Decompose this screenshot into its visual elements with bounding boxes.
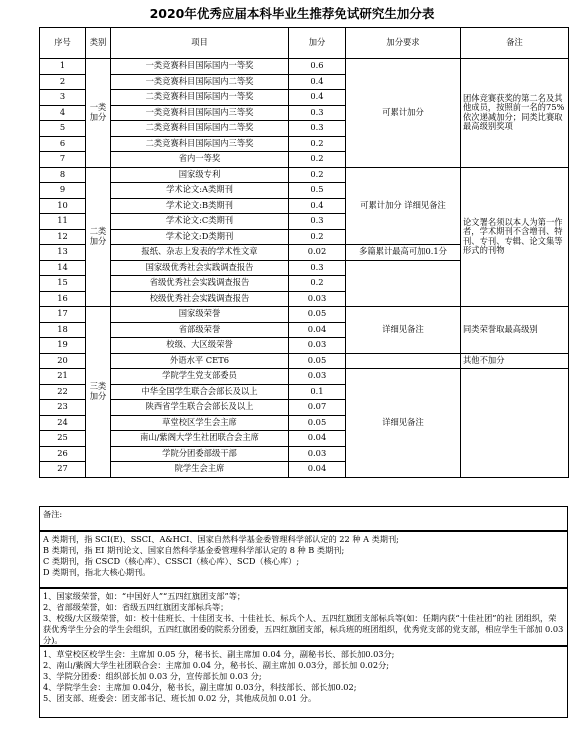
remark-3: 同类荣誉取最高级别 <box>461 307 569 354</box>
note-honor-line: 1、国家级荣誉，如：“中国好人”“五四红旗团支部”等； <box>43 591 246 601</box>
row-no: 22 <box>40 384 86 400</box>
remark-2: 论文署名须以本人为第一作者，学术期刊不含增刊、特刊、专刊、专辑、论文集等形式的刊物 <box>461 167 569 307</box>
row-item: 院学生会主席 <box>111 462 289 478</box>
row-item: 学术论文:D类期刊 <box>111 229 289 245</box>
notes-label: 备注: <box>43 509 63 519</box>
row-score: 0.4 <box>289 74 346 90</box>
row-no: 1 <box>40 59 86 75</box>
note-honor-line: 2、省部级荣誉，如：省级五四红旗团支部标兵等； <box>43 602 229 613</box>
notes-label-box <box>39 506 568 531</box>
note-journal-line: A 类期刊，指 SCI(E)、SSCI、A&HCI、国家自然科学基金委管理科学部认定的 22 种 A 类期刊; <box>43 534 399 544</box>
row-no: 19 <box>40 338 86 354</box>
table-row <box>40 167 569 183</box>
header-remark: 备注 <box>461 28 569 59</box>
row-no: 17 <box>40 307 86 323</box>
note-post-line: 1、草堂校区校学生会：主席加 0.05 分，秘书长、副主席加 0.04 分，副秘书长、部长加0.03分; <box>43 649 395 659</box>
note-post-line: 4、学院学生会：主席加 0.04分，秘书长，副主席加 0.03分，科技部长、部长加0.02; <box>43 682 357 693</box>
row-item: 国家级荣誉 <box>111 307 289 323</box>
row-item: 二类竞赛科目国际国内三等奖 <box>111 136 289 152</box>
row-no: 8 <box>40 167 86 183</box>
row-no: 23 <box>40 400 86 416</box>
row-item: 学院学生党支部委员 <box>111 369 289 385</box>
requirement-empty-1 <box>346 260 461 307</box>
row-item: 一类竞赛科目国际国内一等奖 <box>111 59 289 75</box>
note-journal-line: C 类期刊，指 CSCD（核心库）、CSSCI（核心库）、SCD（核心库）; <box>43 556 300 567</box>
row-score: 0.2 <box>289 276 346 292</box>
row-item: 草堂校区学生会主席 <box>111 415 289 431</box>
row-score: 0.6 <box>289 59 346 75</box>
requirement-3: 多篇累计最高可加0.1分 <box>346 245 461 261</box>
row-no: 4 <box>40 105 86 121</box>
row-score: 0.05 <box>289 415 346 431</box>
row-item: 外语水平 CET6 <box>111 353 289 369</box>
row-no: 27 <box>40 462 86 478</box>
remark-4: 其他不加分 <box>461 353 569 369</box>
row-score: 0.03 <box>289 338 346 354</box>
requirement-empty-2 <box>346 353 461 369</box>
row-score: 0.05 <box>289 307 346 323</box>
table-row <box>40 59 569 75</box>
row-item: 二类竞赛科目国际国内一等奖 <box>111 90 289 106</box>
notes-posts <box>39 646 568 718</box>
row-score: 0.4 <box>289 198 346 214</box>
row-item: 学术论文:A类期刊 <box>111 183 289 199</box>
row-score: 0.04 <box>289 322 346 338</box>
row-no: 9 <box>40 183 86 199</box>
score-table <box>39 27 569 478</box>
note-journal-line: D 类期刊，指北大核心期刊。 <box>43 567 151 578</box>
row-no: 5 <box>40 121 86 137</box>
header-score: 加分 <box>289 28 346 59</box>
row-score: 0.07 <box>289 400 346 416</box>
row-no: 12 <box>40 229 86 245</box>
row-score: 0.3 <box>289 121 346 137</box>
table-row <box>40 353 569 369</box>
category-1: 一类加分 <box>86 59 111 168</box>
row-item: 学院分团委部级干部 <box>111 446 289 462</box>
row-item: 二类竞赛科目国际国内二等奖 <box>111 121 289 137</box>
row-item: 报纸、杂志上发表的学术性文章 <box>111 245 289 261</box>
table-row <box>40 307 569 323</box>
row-item: 省部级荣誉 <box>111 322 289 338</box>
requirement-4: 详细见备注 <box>346 307 461 354</box>
header-category: 类别 <box>86 28 111 59</box>
row-score: 0.03 <box>289 369 346 385</box>
row-score: 0.2 <box>289 229 346 245</box>
row-no: 15 <box>40 276 86 292</box>
notes-journals <box>39 531 568 588</box>
row-item: 省内一等奖 <box>111 152 289 168</box>
row-score: 0.05 <box>289 353 346 369</box>
row-score: 0.5 <box>289 183 346 199</box>
category-2: 二类加分 <box>86 167 111 307</box>
row-no: 6 <box>40 136 86 152</box>
row-no: 21 <box>40 369 86 385</box>
note-honor-line: 3、校级/大区级荣誉，如：校十佳班长、十佳团支书、十佳社长、标兵个人、五四红旗团支部标兵等(如：任期内获“十佳社团”的社 团组织，荣获优秀学生分会的学生会组织，五四红旗团委的院系分团委，五四红旗团支部，标兵班的班团组织，优秀党支部的党支部，相应学生干部加 0.03分)。 <box>43 613 564 646</box>
row-score: 0.3 <box>289 214 346 230</box>
row-item: 校级、大区级荣誉 <box>111 338 289 354</box>
row-item: 学术论文:B类期刊 <box>111 198 289 214</box>
row-no: 13 <box>40 245 86 261</box>
row-item: 中华全国学生联合会部长及以上 <box>111 384 289 400</box>
row-score: 0.04 <box>289 462 346 478</box>
header-no: 序号 <box>40 28 86 59</box>
row-no: 24 <box>40 415 86 431</box>
row-no: 3 <box>40 90 86 106</box>
row-no: 10 <box>40 198 86 214</box>
row-no: 11 <box>40 214 86 230</box>
row-item: 陕西省学生联合会部长及以上 <box>111 400 289 416</box>
row-no: 7 <box>40 152 86 168</box>
requirement-5: 详细见备注 <box>346 369 461 478</box>
row-item: 一类竞赛科目国际国内三等奖 <box>111 105 289 121</box>
row-item: 南山/紫阁大学生社团联合会主席 <box>111 431 289 447</box>
row-no: 16 <box>40 291 86 307</box>
remark-empty <box>461 369 569 478</box>
row-no: 2 <box>40 74 86 90</box>
row-score: 0.04 <box>289 431 346 447</box>
row-no: 14 <box>40 260 86 276</box>
requirement-1: 可累计加分 <box>346 59 461 168</box>
row-item: 国家级优秀社会实践调查报告 <box>111 260 289 276</box>
row-item: 一类竞赛科目国际国内二等奖 <box>111 74 289 90</box>
row-no: 18 <box>40 322 86 338</box>
row-score: 0.3 <box>289 105 346 121</box>
row-no: 25 <box>40 431 86 447</box>
table-row <box>40 369 569 385</box>
row-item: 省级优秀社会实践调查报告 <box>111 276 289 292</box>
header-requirement: 加分要求 <box>346 28 461 59</box>
row-no: 20 <box>40 353 86 369</box>
table-header-row <box>40 28 569 59</box>
notes-honors <box>39 588 568 646</box>
page-title: 2020年优秀应届本科毕业生推荐免试研究生加分表 <box>149 6 435 21</box>
row-item: 校级优秀社会实践调查报告 <box>111 291 289 307</box>
row-score: 0.03 <box>289 446 346 462</box>
note-journal-line: B 类期刊，指 EI 期刊论文、国家自然科学基金委管理科学部认定的 8 种 B 类期刊; <box>43 545 345 556</box>
row-score: 0.03 <box>289 291 346 307</box>
header-item: 项目 <box>111 28 289 59</box>
note-post-line: 2、南山/紫阁大学生社团联合会：主席加 0.04 分，秘书长、副主席加 0.03分，部长加 0.02分; <box>43 660 390 671</box>
row-score: 0.4 <box>289 90 346 106</box>
note-post-line: 5、团支部、班委会：团支部书记、班长加 0.02 分，其他成员加 0.01 分。 <box>43 693 317 704</box>
row-no: 26 <box>40 446 86 462</box>
row-score: 0.3 <box>289 260 346 276</box>
note-post-line: 3、学院分团委：组织部长加 0.03 分，宣传部长加 0.03 分; <box>43 671 262 682</box>
remark-1: 团体竞赛获奖的第二名及其他成员，按照前一名的75%依次递减加分；同类比赛取最高级别奖项 <box>461 59 569 168</box>
row-item: 国家级专利 <box>111 167 289 183</box>
row-score: 0.2 <box>289 136 346 152</box>
row-item: 学术论文:C类期刊 <box>111 214 289 230</box>
row-score: 0.02 <box>289 245 346 261</box>
row-score: 0.1 <box>289 384 346 400</box>
row-score: 0.2 <box>289 152 346 168</box>
row-score: 0.2 <box>289 167 346 183</box>
category-3: 三类加分 <box>86 307 111 478</box>
requirement-2: 可累计加分 详细见备注 <box>346 167 461 245</box>
